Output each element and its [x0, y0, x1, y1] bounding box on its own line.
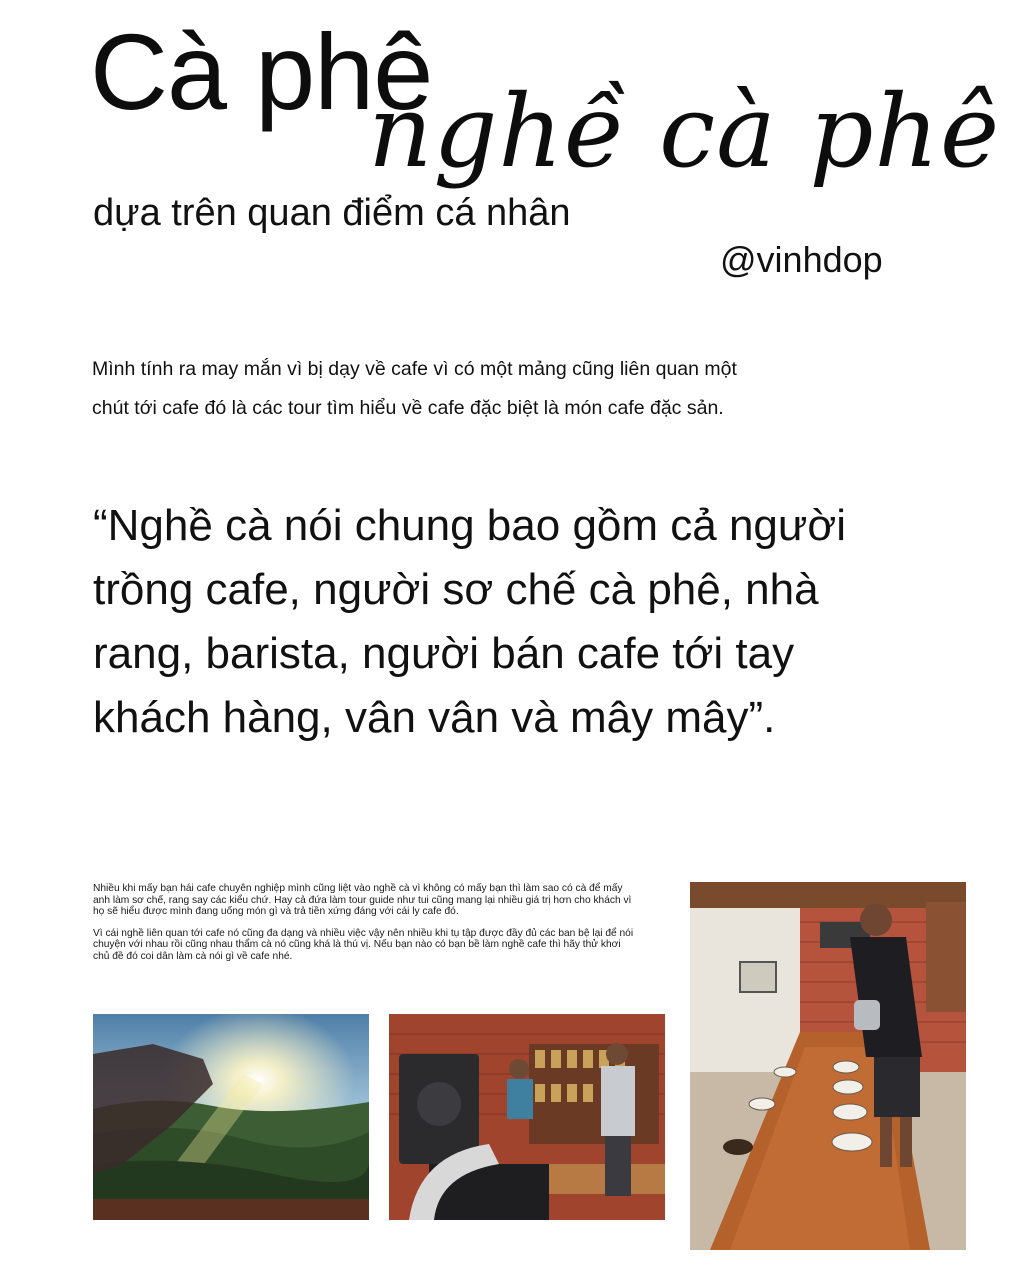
intro-line-1: Mình tính ra may mắn vì bị dạy về cafe vì có một mảng cũng liên quan một: [92, 358, 737, 380]
coffee-cupping-photo: [690, 882, 966, 1250]
title-line-2-script: nghề cà phê: [368, 73, 1001, 190]
coffee-roastery-photo: [389, 1014, 665, 1220]
intro-line-2: chút tới cafe đó là các tour tìm hiểu về cafe đặc biệt là món cafe đặc sản.: [92, 397, 724, 419]
body-text: [93, 883, 638, 972]
subtitle: dựa trên quan điểm cá nhân: [93, 192, 571, 234]
author-handle: @vinhdop: [720, 239, 883, 280]
pull-quote: “Nghề cà nói chung bao gồm cả người trồng cafe, người sơ chế cà phê, nhà rang, barista, người bán cafe tới tay khách hàng, vân vân và mây mây”.: [93, 501, 846, 742]
intro-paragraph: [92, 350, 932, 428]
sunrise-coffee-farm-photo: [93, 1014, 369, 1220]
title-line-1: Cà phê: [90, 11, 433, 132]
body-paragraph-1: Nhiều khi mấy bạn hái cafe chuyên nghiệp mình cũng liệt vào nghề cà vì không có mấy bạn thì làm sao có cà để mấy anh làm sơ chế, rang say các kiểu chứ. Hay cả đứa làm tour guide như tui cũng mang lại nhiều giá trị hơn cho khách vì họ sẽ hiểu được mình đang uống món gì và trả tiền xứng đáng với cái ly cafe đó.: [93, 883, 632, 917]
body-paragraph-2: Vì cái nghề liên quan tới cafe nó cũng đa dạng và nhiều việc vậy nên nhiều khi tụ tập được đầy đủ các ban bệ lại để nói chuyện với nhau rồi cũng nhau thẩm cà nó cũng khá là thú vị. Nếu bạn nào có bạn bề làm nghề cafe thì hãy thử khơi chủ đề đó coi dân làm cà nói gì về cafe nhé.: [93, 927, 634, 962]
